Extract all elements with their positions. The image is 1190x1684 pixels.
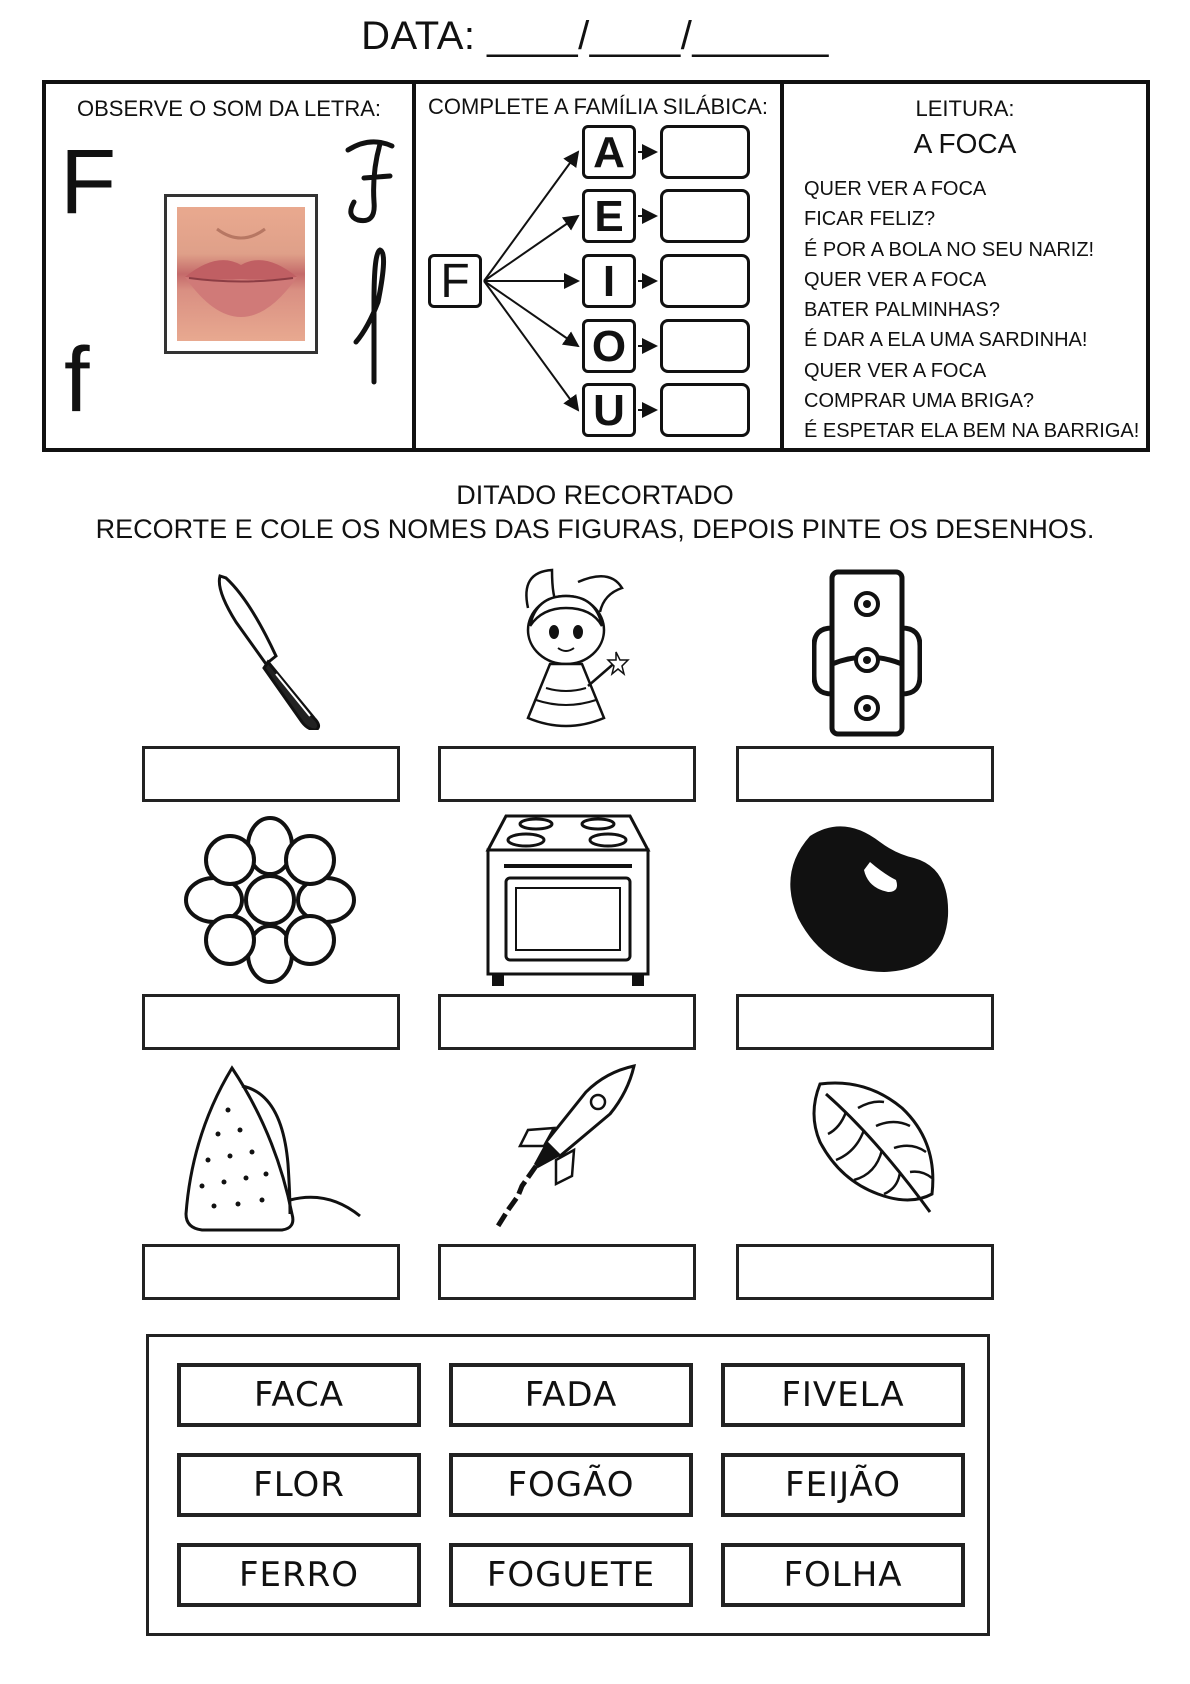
cursive-letters-icon	[340, 132, 400, 392]
rocket-icon	[494, 1064, 638, 1230]
knife-icon	[206, 570, 336, 730]
answer-slot[interactable]	[438, 746, 696, 802]
poem-line: É POR A BOLA NO SEU NARIZ!	[804, 238, 1095, 261]
mouth-photo	[164, 194, 318, 354]
panel-title-syllable-family: COMPLETE A FAMÍLIA SILÁBICA:	[428, 94, 768, 119]
word-card[interactable]: FIVELA	[721, 1363, 965, 1427]
answer-slot[interactable]	[142, 1244, 400, 1300]
poem-title: A FOCA	[913, 128, 1017, 159]
vowel-box: U	[582, 383, 636, 437]
poem-lines	[804, 174, 1139, 447]
vowel-box: O	[582, 319, 636, 373]
ditado-title: DITADO RECORTADO	[456, 480, 734, 510]
word-card[interactable]: FADA	[449, 1363, 693, 1427]
panel-title-letter-sound: OBSERVE O SOM DA LETRA:	[76, 96, 381, 121]
flower-icon	[184, 816, 356, 984]
syllable-answer-box[interactable]	[660, 189, 750, 243]
bean-icon	[784, 822, 952, 974]
fairy-icon	[500, 568, 640, 738]
word-card[interactable]: FLOR	[177, 1453, 421, 1517]
activity-box	[42, 80, 1150, 452]
answer-slot[interactable]	[736, 994, 994, 1050]
poem-line: QUER VER A FOCA	[804, 359, 987, 382]
word-card[interactable]: FEIJÃO	[721, 1453, 965, 1517]
answer-slot[interactable]	[736, 1244, 994, 1300]
word-card[interactable]: FACA	[177, 1363, 421, 1427]
date-line: DATA: ____/____/______	[361, 14, 829, 58]
answer-slot[interactable]	[142, 746, 400, 802]
reading-panel	[784, 84, 1146, 448]
poem-line: QUER VER A FOCA	[804, 178, 987, 200]
syllable-answer-box[interactable]	[660, 319, 750, 373]
answer-slot[interactable]	[142, 994, 400, 1050]
letter-sound-panel	[46, 84, 416, 448]
stove-icon	[484, 812, 652, 988]
poem-line: É DAR A ELA UMA SARDINHA!	[804, 329, 1088, 352]
syllable-answer-box[interactable]	[660, 383, 750, 437]
poem-line: QUER VER A FOCA	[804, 268, 987, 291]
poem-line: COMPRAR UMA BRIGA?	[804, 390, 1035, 413]
uppercase-letter: F	[60, 131, 117, 233]
syllable-answer-box[interactable]	[660, 254, 750, 308]
syllable-answer-box[interactable]	[660, 125, 750, 179]
answer-slot[interactable]	[438, 1244, 696, 1300]
vowel-box: E	[582, 189, 636, 243]
syllable-family-panel	[416, 84, 784, 448]
word-card[interactable]: FOGUETE	[449, 1543, 693, 1607]
leaf-icon	[806, 1078, 938, 1218]
lowercase-letter: f	[64, 329, 90, 431]
lips-icon	[177, 207, 305, 341]
word-card[interactable]: FERRO	[177, 1543, 421, 1607]
ditado-instruction: RECORTE E COLE OS NOMES DAS FIGURAS, DEPOIS PINTE OS DESENHOS.	[95, 514, 1095, 544]
panel-title-reading: LEITURA:	[915, 96, 1015, 121]
iron-icon	[178, 1064, 368, 1236]
poem-line: É ESPETAR ELA BEM NA BARRIGA!	[804, 420, 1140, 443]
word-bank	[146, 1334, 990, 1636]
vowel-box: A	[582, 125, 636, 179]
answer-slot[interactable]	[736, 746, 994, 802]
word-card[interactable]: FOGÃO	[449, 1453, 693, 1517]
poem-line: FICAR FELIZ?	[804, 208, 936, 231]
answer-slot[interactable]	[438, 994, 696, 1050]
word-card[interactable]: FOLHA	[721, 1543, 965, 1607]
consonant-box: F	[428, 254, 482, 308]
poem-line: BATER PALMINHAS?	[804, 299, 1000, 322]
vowel-box: I	[582, 254, 636, 308]
buckle-icon	[812, 568, 922, 738]
